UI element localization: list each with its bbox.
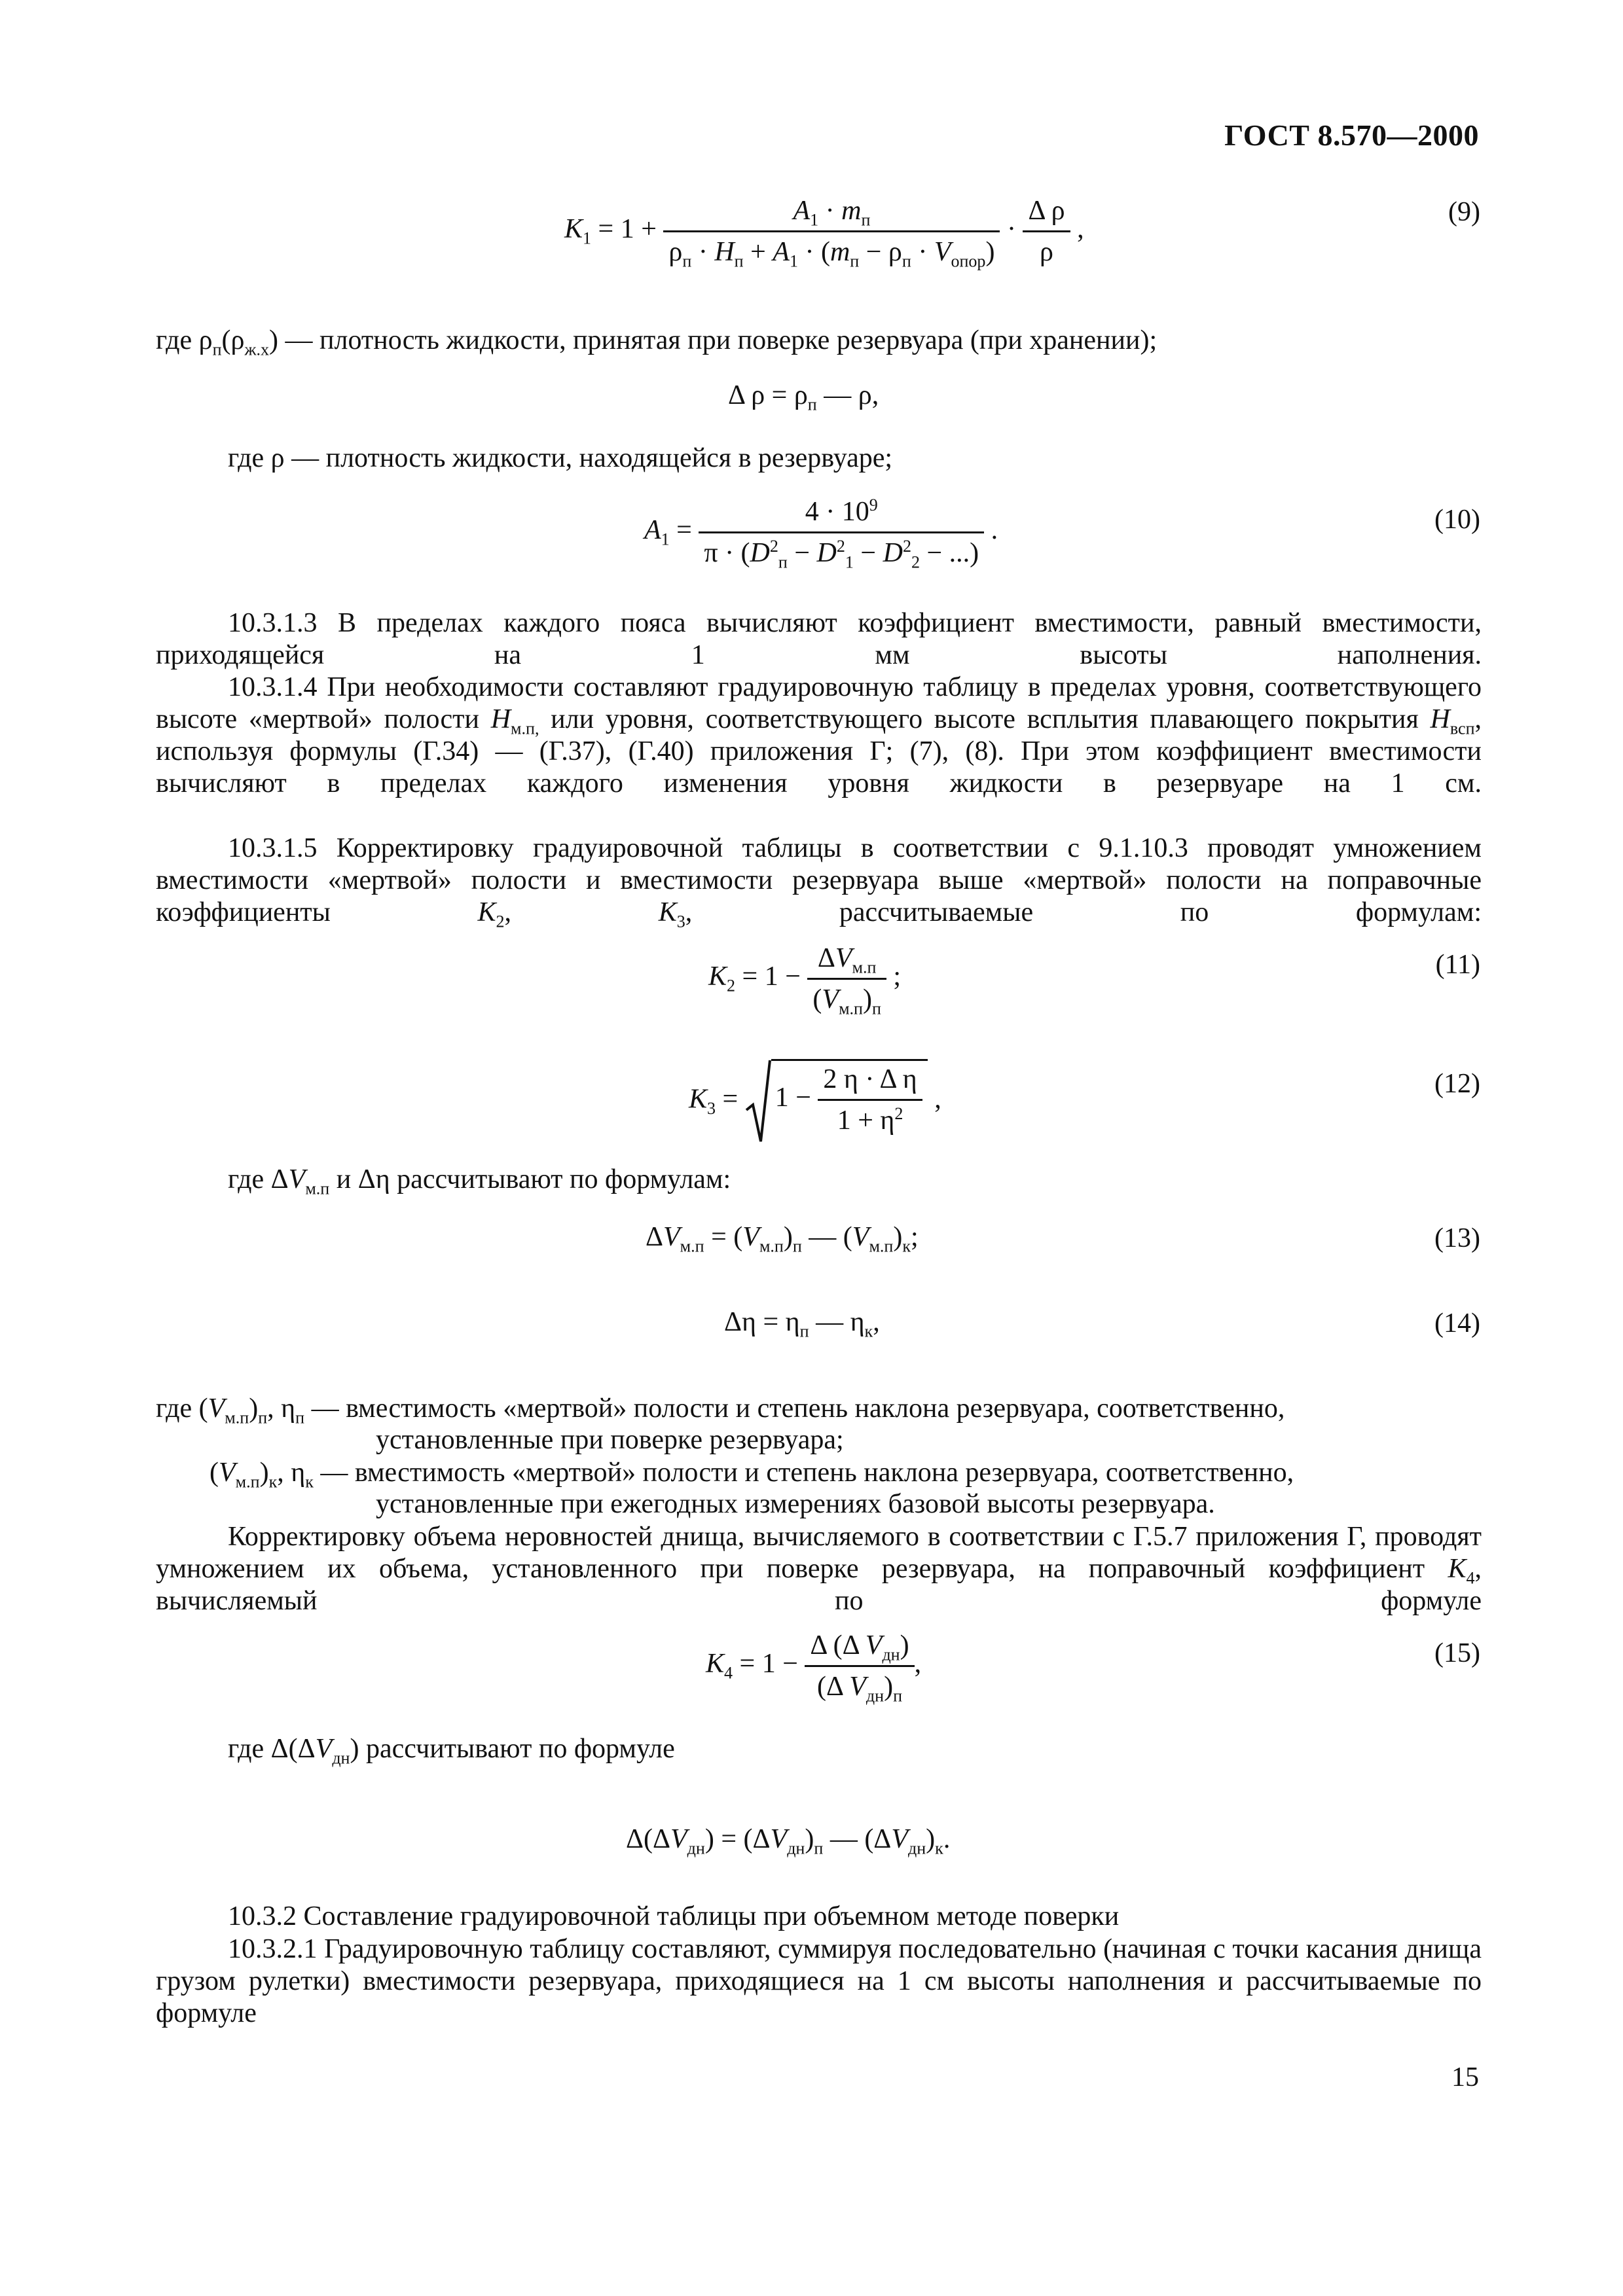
equation-number-15: (15) bbox=[1434, 1638, 1480, 1668]
formula-14: $\Delta\eta = \eta_п$ — $\eta_к$, bbox=[724, 1307, 880, 1341]
paragraph-10-3-1-5: 10.3.1.5 Корректировку градуировочной таблицы в соответствии с 9.1.10.3 проводят умножением вместимости «мертвой» полости и вместимости резервуара выше «мертвой» полости на поправочные коэффициенты $K_2$, $K_3$, рассчитываемые по формулам: bbox=[156, 833, 1482, 931]
where-delta-v: где $\Delta V_{м.п}$ и Δη рассчитывают по формулам: bbox=[228, 1164, 731, 1198]
formula-13: $\Delta V_{м.п} = (V_{м.п})_п$ — $(V_{м.п})_к$; bbox=[646, 1222, 919, 1256]
formula-delta-vdn: $\Delta(\Delta V_{дн}) = (\Delta V_{дн})_п$ — $(\Delta V_{дн})_к$. bbox=[626, 1824, 951, 1858]
paragraph-10-3-2: 10.3.2 Составление градуировочной таблицы при объемном методе поверки bbox=[228, 1901, 1120, 1931]
where-v-mp: где $(V_{м.п})_п$, $\eta_п$ — вместимость «мертвой» полости и степень наклона резервуара, соответственно, bbox=[156, 1393, 1285, 1427]
equation-number-11: (11) bbox=[1435, 950, 1480, 980]
where-delta-vdn: где $\Delta(\Delta V_{дн})$ рассчитывают по формуле bbox=[228, 1734, 675, 1768]
equation-number-14: (14) bbox=[1434, 1308, 1480, 1338]
equation-number-12: (12) bbox=[1434, 1069, 1480, 1099]
where-v-mk: $(V_{м.п})_к$, $\eta_к$ — вместимость «мертвой» полости и степень наклона резервуара, соответственно, bbox=[210, 1458, 1294, 1492]
document-header: ГОСТ 8.570—2000 bbox=[1224, 118, 1479, 152]
where-v-mk-cont: установленные при ежегодных измерениях базовой высоты резервуара. bbox=[376, 1489, 1215, 1519]
equation-number-9: (9) bbox=[1448, 197, 1480, 227]
where-rho: где ρ — плотность жидкости, находящейся в резервуаре; bbox=[228, 443, 893, 473]
equation-number-10: (10) bbox=[1434, 505, 1480, 535]
page-number: 15 bbox=[1451, 2062, 1479, 2092]
paragraph-10-3-1-4: 10.3.1.4 При необходимости составляют градуировочную таблицу в пределах уровня, соответствующего высоте «мертвой» полости $H_{м.п,}$ или уровня, соответствующего высоте всплытия плавающего покрытия $H_{всп}$, используя формулы (Г.34) — (Г.37), (Г.40) приложения Г; (7), (8). При этом коэффициент вместимости вычисляют в пределах каждого изменения уровня жидкости в резервуаре на 1 см. bbox=[156, 672, 1482, 798]
formula-11: $K_2 = 1$ − $\frac{\Delta V_{м.п}}{(V_{м.п})_п}$ ; bbox=[708, 943, 902, 1018]
equation-number-13: (13) bbox=[1434, 1223, 1480, 1253]
formula-12: $K_3$ = 1 − $\frac{\text{2 η · Δ η}}{1 + \eta^2}$ , bbox=[689, 1059, 941, 1144]
paragraph-10-3-1-3: 10.3.1.3 В пределах каждого пояса вычисляют коэффициент вместимости, равный вместимости, приходящейся на 1 мм высоты наполнения. bbox=[156, 608, 1482, 670]
radical-sign-icon bbox=[745, 1059, 771, 1144]
where-v-mp-cont: установленные при поверке резервуара; bbox=[376, 1425, 844, 1455]
formula-delta-rho: Δ $\rho = \rho_п$ — ρ, bbox=[728, 380, 879, 414]
formula-10: $A_1$ = $\frac{4 \cdot 10^9}{\pi \cdot (D^2_п - D^2_1 - D^2_2 - ...)}$ . bbox=[644, 495, 998, 572]
formula-9: $K_1 = 1$ + $\frac{A_1 \cdot m_п}{\rho_п \cdot H_п + A_1 \cdot (m_п - \rho_п \cdot V_{опор})}$ · $\frac{\text{Δ ρ}}{\rho}$ , bbox=[564, 196, 1084, 271]
paragraph-bottom-correction: Корректировку объема неровностей днища, вычисляемого в соответствии с Г.5.7 приложения Г, проводят умножением их объема, установленного при поверке резервуара, на поправочный коэффициент $K_4$, вычисляемый по формуле bbox=[156, 1522, 1482, 1616]
where-rho-p: где $\rho_п(\rho_{ж.х})$ — плотность жидкости, принятая при поверке резервуара (при хранении); bbox=[156, 325, 1158, 359]
paragraph-10-3-2-1: 10.3.2.1 Градуировочную таблицу составляют, суммируя последовательно (начиная с точки касания днища грузом рулетки) вместимости резервуара, приходящиеся на 1 см высоты наполнения и рассчитываемые по формуле bbox=[156, 1934, 1482, 2028]
formula-15: $K_4 = 1$ − $\frac{\Delta (\Delta V_{дн})}{(\Delta V_{дн})_п}$ , bbox=[706, 1630, 922, 1706]
